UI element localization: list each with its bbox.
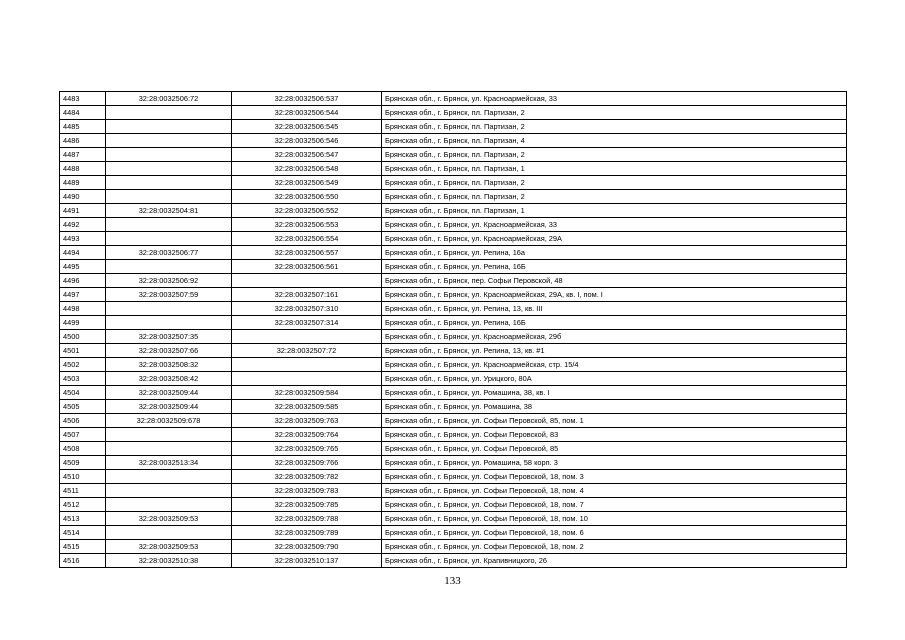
object-cadastral-number-cell: 32:28:0032507:161 <box>232 288 382 302</box>
address-cell: Брянская обл., г. Брянск, ул. Софьи Перовской, 85, пом. 1 <box>382 414 847 428</box>
land-cadastral-number-cell: 32:28:0032507:35 <box>106 330 232 344</box>
address-cell: Брянская обл., г. Брянск, ул. Красноармейская, 29А, кв. I, пом. I <box>382 288 847 302</box>
row-number-cell: 4510 <box>60 470 106 484</box>
row-number-cell: 4508 <box>60 442 106 456</box>
row-number-cell: 4497 <box>60 288 106 302</box>
address-cell: Брянская обл., г. Брянск, пл. Партизан, 2 <box>382 190 847 204</box>
table-row <box>60 218 847 232</box>
row-number-cell: 4498 <box>60 302 106 316</box>
land-cadastral-number-cell: 32:28:0032513:34 <box>106 456 232 470</box>
row-number-cell: 4490 <box>60 190 106 204</box>
object-cadastral-number-cell: 32:28:0032507:314 <box>232 316 382 330</box>
land-cadastral-number-cell <box>106 302 232 316</box>
address-cell: Брянская обл., г. Брянск, ул. Репина, 16Б <box>382 260 847 274</box>
address-cell: Брянская обл., г. Брянск, ул. Ромашина, 38 <box>382 400 847 414</box>
address-cell: Брянская обл., г. Брянск, пер. Софьи Перовской, 48 <box>382 274 847 288</box>
address-cell: Брянская обл., г. Брянск, ул. Урицкого, 80А <box>382 372 847 386</box>
table-row <box>60 540 847 554</box>
object-cadastral-number-cell: 32:28:0032506:545 <box>232 120 382 134</box>
land-cadastral-number-cell <box>106 442 232 456</box>
row-number-cell: 4509 <box>60 456 106 470</box>
land-cadastral-number-cell <box>106 232 232 246</box>
address-cell: Брянская обл., г. Брянск, ул. Красноармейская, 29б <box>382 330 847 344</box>
table-row <box>60 204 847 218</box>
row-number-cell: 4503 <box>60 372 106 386</box>
address-cell: Брянская обл., г. Брянск, ул. Софьи Перовской, 18, пом. 10 <box>382 512 847 526</box>
object-cadastral-number-cell: 32:28:0032509:788 <box>232 512 382 526</box>
table-row <box>60 512 847 526</box>
object-cadastral-number-cell: 32:28:0032506:549 <box>232 176 382 190</box>
address-cell: Брянская обл., г. Брянск, ул. Красноармейская, 33 <box>382 92 847 106</box>
object-cadastral-number-cell <box>232 330 382 344</box>
row-number-cell: 4494 <box>60 246 106 260</box>
table-row <box>60 176 847 190</box>
object-cadastral-number-cell: 32:28:0032510:137 <box>232 554 382 568</box>
address-cell: Брянская обл., г. Брянск, ул. Софьи Перовской, 18, пом. 7 <box>382 498 847 512</box>
address-cell: Брянская обл., г. Брянск, ул. Софьи Перовской, 83 <box>382 428 847 442</box>
land-cadastral-number-cell <box>106 106 232 120</box>
row-number-cell: 4486 <box>60 134 106 148</box>
table-row <box>60 190 847 204</box>
land-cadastral-number-cell <box>106 260 232 274</box>
land-cadastral-number-cell: 32:28:0032509:44 <box>106 400 232 414</box>
object-cadastral-number-cell: 32:28:0032506:544 <box>232 106 382 120</box>
land-cadastral-number-cell: 32:28:0032507:66 <box>106 344 232 358</box>
object-cadastral-number-cell: 32:28:0032509:783 <box>232 484 382 498</box>
table-row <box>60 442 847 456</box>
object-cadastral-number-cell: 32:28:0032506:553 <box>232 218 382 232</box>
address-cell: Брянская обл., г. Брянск, ул. Красноармейская, 29А <box>382 232 847 246</box>
address-cell: Брянская обл., г. Брянск, ул. Софьи Перовской, 18, пом. 6 <box>382 526 847 540</box>
row-number-cell: 4514 <box>60 526 106 540</box>
address-cell: Брянская обл., г. Брянск, пл. Партизан, 2 <box>382 120 847 134</box>
object-cadastral-number-cell: 32:28:0032507:72 <box>232 344 382 358</box>
land-cadastral-number-cell <box>106 218 232 232</box>
object-cadastral-number-cell: 32:28:0032506:554 <box>232 232 382 246</box>
object-cadastral-number-cell <box>232 372 382 386</box>
object-cadastral-number-cell: 32:28:0032509:782 <box>232 470 382 484</box>
land-cadastral-number-cell: 32:28:0032509:678 <box>106 414 232 428</box>
row-number-cell: 4511 <box>60 484 106 498</box>
row-number-cell: 4513 <box>60 512 106 526</box>
table-row <box>60 358 847 372</box>
table-row <box>60 288 847 302</box>
land-cadastral-number-cell <box>106 176 232 190</box>
row-number-cell: 4501 <box>60 344 106 358</box>
table-row <box>60 92 847 106</box>
object-cadastral-number-cell: 32:28:0032509:789 <box>232 526 382 540</box>
land-cadastral-number-cell <box>106 316 232 330</box>
object-cadastral-number-cell <box>232 274 382 288</box>
table-row <box>60 400 847 414</box>
object-cadastral-number-cell: 32:28:0032506:547 <box>232 148 382 162</box>
land-cadastral-number-cell <box>106 470 232 484</box>
row-number-cell: 4499 <box>60 316 106 330</box>
object-cadastral-number-cell: 32:28:0032506:546 <box>232 134 382 148</box>
address-cell: Брянская обл., г. Брянск, пл. Партизан, 1 <box>382 204 847 218</box>
table-row <box>60 120 847 134</box>
table-row <box>60 470 847 484</box>
land-cadastral-number-cell: 32:28:0032509:53 <box>106 512 232 526</box>
row-number-cell: 4493 <box>60 232 106 246</box>
land-cadastral-number-cell <box>106 134 232 148</box>
row-number-cell: 4485 <box>60 120 106 134</box>
row-number-cell: 4515 <box>60 540 106 554</box>
object-cadastral-number-cell: 32:28:0032509:785 <box>232 498 382 512</box>
row-number-cell: 4489 <box>60 176 106 190</box>
address-cell: Брянская обл., г. Брянск, ул. Красноармейская, 33 <box>382 218 847 232</box>
row-number-cell: 4484 <box>60 106 106 120</box>
row-number-cell: 4506 <box>60 414 106 428</box>
object-cadastral-number-cell: 32:28:0032509:763 <box>232 414 382 428</box>
land-cadastral-number-cell <box>106 484 232 498</box>
table-row <box>60 274 847 288</box>
table-row <box>60 414 847 428</box>
land-cadastral-number-cell: 32:28:0032508:42 <box>106 372 232 386</box>
row-number-cell: 4491 <box>60 204 106 218</box>
address-cell: Брянская обл., г. Брянск, ул. Софьи Перовской, 18, пом. 2 <box>382 540 847 554</box>
table-row <box>60 260 847 274</box>
address-cell: Брянская обл., г. Брянск, ул. Репина, 13, кв. #1 <box>382 344 847 358</box>
land-cadastral-number-cell: 32:28:0032507:59 <box>106 288 232 302</box>
row-number-cell: 4502 <box>60 358 106 372</box>
land-cadastral-number-cell: 32:28:0032509:44 <box>106 386 232 400</box>
table-body <box>60 92 847 568</box>
land-cadastral-number-cell <box>106 120 232 134</box>
land-cadastral-number-cell: 32:28:0032510:38 <box>106 554 232 568</box>
address-cell: Брянская обл., г. Брянск, пл. Партизан, 2 <box>382 148 847 162</box>
table-row <box>60 428 847 442</box>
row-number-cell: 4516 <box>60 554 106 568</box>
object-cadastral-number-cell: 32:28:0032506:550 <box>232 190 382 204</box>
object-cadastral-number-cell: 32:28:0032506:537 <box>232 92 382 106</box>
row-number-cell: 4487 <box>60 148 106 162</box>
row-number-cell: 4500 <box>60 330 106 344</box>
row-number-cell: 4504 <box>60 386 106 400</box>
table-row <box>60 106 847 120</box>
row-number-cell: 4492 <box>60 218 106 232</box>
object-cadastral-number-cell: 32:28:0032507:310 <box>232 302 382 316</box>
address-cell: Брянская обл., г. Брянск, пл. Партизан, 1 <box>382 162 847 176</box>
address-cell: Брянская обл., г. Брянск, ул. Софьи Перовской, 18, пом. 4 <box>382 484 847 498</box>
address-cell: Брянская обл., г. Брянск, ул. Софьи Перовской, 85 <box>382 442 847 456</box>
table-row <box>60 372 847 386</box>
address-cell: Брянская обл., г. Брянск, ул. Ромашина, 38, кв. I <box>382 386 847 400</box>
row-number-cell: 4488 <box>60 162 106 176</box>
address-cell: Брянская обл., г. Брянск, ул. Репина, 16Б <box>382 316 847 330</box>
address-cell: Брянская обл., г. Брянск, ул. Репина, 13, кв. III <box>382 302 847 316</box>
row-number-cell: 4496 <box>60 274 106 288</box>
land-cadastral-number-cell: 32:28:0032504:81 <box>106 204 232 218</box>
row-number-cell: 4507 <box>60 428 106 442</box>
land-cadastral-number-cell <box>106 148 232 162</box>
land-cadastral-number-cell: 32:28:0032506:72 <box>106 92 232 106</box>
table-row <box>60 134 847 148</box>
row-number-cell: 4483 <box>60 92 106 106</box>
table-row <box>60 330 847 344</box>
cadastral-table <box>59 91 847 568</box>
land-cadastral-number-cell: 32:28:0032506:92 <box>106 274 232 288</box>
table-row <box>60 148 847 162</box>
table-row <box>60 484 847 498</box>
object-cadastral-number-cell: 32:28:0032506:557 <box>232 246 382 260</box>
land-cadastral-number-cell <box>106 428 232 442</box>
table-row <box>60 498 847 512</box>
address-cell: Брянская обл., г. Брянск, пл. Партизан, 2 <box>382 106 847 120</box>
object-cadastral-number-cell: 32:28:0032509:766 <box>232 456 382 470</box>
table-row <box>60 232 847 246</box>
address-cell: Брянская обл., г. Брянск, пл. Партизан, 4 <box>382 134 847 148</box>
land-cadastral-number-cell <box>106 498 232 512</box>
object-cadastral-number-cell: 32:28:0032506:548 <box>232 162 382 176</box>
table-row <box>60 344 847 358</box>
object-cadastral-number-cell <box>232 358 382 372</box>
page-number: 133 <box>444 575 461 587</box>
land-cadastral-number-cell <box>106 162 232 176</box>
land-cadastral-number-cell: 32:28:0032508:32 <box>106 358 232 372</box>
address-cell: Брянская обл., г. Брянск, ул. Софьи Перовской, 18, пом. 3 <box>382 470 847 484</box>
object-cadastral-number-cell: 32:28:0032506:552 <box>232 204 382 218</box>
object-cadastral-number-cell: 32:28:0032509:790 <box>232 540 382 554</box>
table-row <box>60 302 847 316</box>
address-cell: Брянская обл., г. Брянск, ул. Репина, 16а <box>382 246 847 260</box>
object-cadastral-number-cell: 32:28:0032509:765 <box>232 442 382 456</box>
object-cadastral-number-cell: 32:28:0032509:764 <box>232 428 382 442</box>
row-number-cell: 4505 <box>60 400 106 414</box>
address-cell: Брянская обл., г. Брянск, ул. Ромашина, 58 корп. 3 <box>382 456 847 470</box>
table-row <box>60 316 847 330</box>
table-row <box>60 456 847 470</box>
table-row <box>60 554 847 568</box>
object-cadastral-number-cell: 32:28:0032506:561 <box>232 260 382 274</box>
address-cell: Брянская обл., г. Брянск, ул. Красноармейская, стр. 15/4 <box>382 358 847 372</box>
land-cadastral-number-cell <box>106 526 232 540</box>
land-cadastral-number-cell: 32:28:0032509:53 <box>106 540 232 554</box>
address-cell: Брянская обл., г. Брянск, ул. Крапивницкого, 26 <box>382 554 847 568</box>
table-row <box>60 162 847 176</box>
table-row <box>60 386 847 400</box>
row-number-cell: 4495 <box>60 260 106 274</box>
address-cell: Брянская обл., г. Брянск, пл. Партизан, 2 <box>382 176 847 190</box>
land-cadastral-number-cell <box>106 190 232 204</box>
row-number-cell: 4512 <box>60 498 106 512</box>
table-row <box>60 526 847 540</box>
object-cadastral-number-cell: 32:28:0032509:585 <box>232 400 382 414</box>
land-cadastral-number-cell: 32:28:0032506:77 <box>106 246 232 260</box>
table-row <box>60 246 847 260</box>
object-cadastral-number-cell: 32:28:0032509:584 <box>232 386 382 400</box>
